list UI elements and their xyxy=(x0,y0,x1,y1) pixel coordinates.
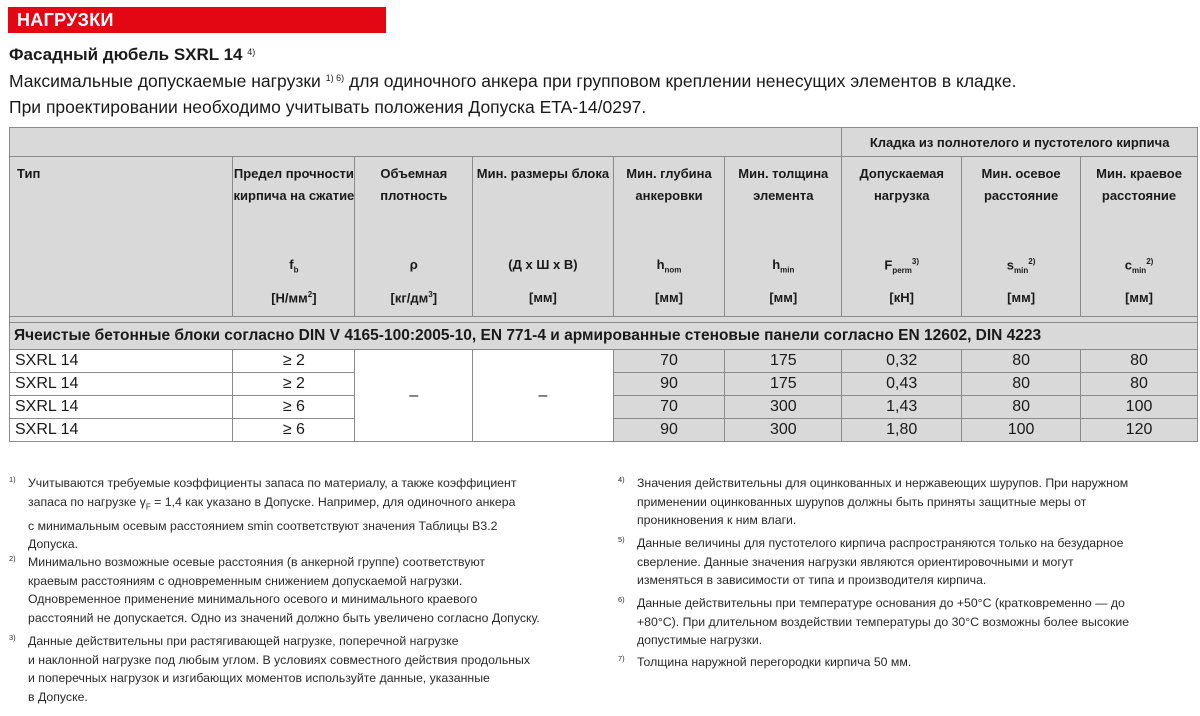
col-header-density xyxy=(355,157,473,317)
footnote-text: Данные действительны при температуре основания до +50°С (кратковременно — до +80°С). При длительном воздействии температуры до 30°С возможны более высокие допустимые нагрузки. xyxy=(637,596,1130,648)
col-symbol: $h_{min}$ xyxy=(772,257,795,275)
footnote-1 xyxy=(9,474,599,554)
cell-cmin: 120 xyxy=(1081,419,1198,442)
col-symbol: $c_{min}^{2)}$ xyxy=(1124,257,1154,275)
col-unit: [кН] xyxy=(889,290,914,305)
col-name: Мин. глубина анкеровки xyxy=(626,166,712,203)
subtitle-part-1: Максимальные допускаемые нагрузки xyxy=(9,71,321,91)
footnote-2 xyxy=(9,553,599,627)
cell-hmin: 300 xyxy=(725,396,842,419)
header-empty-cell xyxy=(10,128,842,157)
cell-fperm: 0,32 xyxy=(842,350,962,373)
subtitle-line-1 xyxy=(9,71,1016,92)
col-name: Мин. толщина элемента xyxy=(738,166,829,203)
cell-type: SXRL 14 xyxy=(10,350,233,373)
col-header-block-size xyxy=(473,157,613,317)
cell-smin: 80 xyxy=(962,350,1081,373)
footnote-text: Учитываются требуемые коэффициенты запаса по материалу, а также коэффициент запаса по нагрузке $\gamma_F = 1,4$ как указано в Допуске. Например, для одиночного анкера с минимальным осевым расстоянием smin соответствуют значения Таблицы B3.2 Допуска. xyxy=(28,476,517,552)
col-symbol: $s_{min}^{2)}$ xyxy=(1006,257,1036,275)
cell-smin: 80 xyxy=(962,396,1081,419)
col-name: Тип xyxy=(17,166,41,181)
title-footnote-ref: 4) xyxy=(247,47,256,57)
col-header-hnom xyxy=(613,157,725,317)
cell-hnom: 90 xyxy=(613,373,725,396)
cell-type: SXRL 14 xyxy=(10,373,233,396)
cell-cmin: 100 xyxy=(1081,396,1198,419)
cell-type: SXRL 14 xyxy=(10,419,233,442)
col-header-cmin xyxy=(1081,157,1198,317)
footnote-number: 2) xyxy=(9,554,16,563)
col-unit: [мм] xyxy=(528,290,557,305)
col-unit: [мм] xyxy=(1007,290,1036,305)
cell-fperm: 1,43 xyxy=(842,396,962,419)
table-header-group-row xyxy=(10,128,1198,157)
col-header-fb xyxy=(233,157,355,317)
col-symbol: $h_{nom}$ xyxy=(656,257,682,275)
col-name: Допускаемая нагрузка xyxy=(859,166,944,203)
cell-fb: ≥ 2 xyxy=(233,350,355,373)
footnote-6 xyxy=(618,594,1198,650)
product-title xyxy=(9,45,255,65)
col-header-type xyxy=(10,157,233,317)
col-name: Мин. осевое расстояние xyxy=(981,166,1061,203)
section-banner: НАГРУЗКИ xyxy=(8,7,386,33)
footnote-text: Толщина наружной перегородки кирпича 50 мм. xyxy=(637,655,912,669)
cell-hnom: 70 xyxy=(613,396,725,419)
footnote-text: Данные величины для пустотелого кирпича распространяются только на безударное сверление. Данные значения нагрузки являются ориентировочными и могут изменяться в зависимости от типа и производителя кирпича. xyxy=(637,536,1124,588)
col-unit: [мм] xyxy=(769,290,798,305)
col-name: Мин. краевое расстояние xyxy=(1096,166,1182,203)
footnote-5 xyxy=(618,534,1198,590)
cell-hmin: 300 xyxy=(725,419,842,442)
cell-hnom: 90 xyxy=(613,419,725,442)
load-table xyxy=(9,127,1198,442)
subtitle-footnote-ref: 1) 6) xyxy=(325,73,345,83)
col-symbol: $F_{perm}^{3)}$ xyxy=(884,257,920,275)
footnote-4 xyxy=(618,474,1198,530)
table-row xyxy=(10,350,1198,373)
footnote-text: Минимально возможные осевые расстояния (в анкерной группе) соответствуют краевым расстояниям с одновременным снижением допускаемой нагрузки. Одновременное применение минимального осевого и минимального краевого расстояний не допускается. Одно из значений должно быть увеличено согласно Допуску. xyxy=(28,555,540,625)
group-header: Кладка из полнотелого и пустотелого кирпича xyxy=(842,128,1198,157)
section-title: Ячеистые бетонные блоки согласно DIN V 4165-100:2005-10, EN 771-4 и армированные стеновые панели согласно EN 12602, DIN 4223 xyxy=(10,323,1198,350)
cell-density: – xyxy=(355,350,473,442)
footnote-text: Значения действительны для оцинкованных и нержавеющих шурупов. При наружном применении оцинкованных шурупов должны быть приняты защитные меры от проникновения к ним влаги. xyxy=(637,476,1129,528)
cell-block-size: – xyxy=(473,350,613,442)
footnote-number: 7) xyxy=(618,654,625,663)
footnote-3 xyxy=(9,632,599,706)
cell-fb: ≥ 2 xyxy=(233,373,355,396)
cell-hnom: 70 xyxy=(613,350,725,373)
cell-cmin: 80 xyxy=(1081,373,1198,396)
table-header-row xyxy=(10,157,1198,317)
col-unit: [мм] xyxy=(655,290,683,305)
col-symbol: ρ xyxy=(409,257,418,272)
col-symbol: $f_b$ xyxy=(289,257,299,275)
footnote-number: 4) xyxy=(618,475,625,484)
cell-smin: 80 xyxy=(962,373,1081,396)
col-unit: [мм] xyxy=(1125,290,1153,305)
col-name: Объемная плотность xyxy=(380,166,448,203)
col-name: Предел прочности кирпича на сжатие xyxy=(233,166,355,203)
section-row xyxy=(10,323,1198,350)
cell-fperm: 0,43 xyxy=(842,373,962,396)
footnote-7 xyxy=(618,653,1198,672)
col-unit: $[кг/дм^3]$ xyxy=(390,290,438,306)
cell-fperm: 1,80 xyxy=(842,419,962,442)
cell-type: SXRL 14 xyxy=(10,396,233,419)
cell-hmin: 175 xyxy=(725,373,842,396)
footnote-text: Данные действительны при растягивающей нагрузке, поперечной нагрузке и наклонной нагрузке под любым углом. В условиях совместного действия продольных и поперечных нагрузок и изгибающих моментов используйте данные, указанные в Допуске. xyxy=(28,634,530,704)
footnote-number: 3) xyxy=(9,633,16,642)
subtitle-part-2: для одиночного анкера при групповом креплении ненесущих элементов в кладке. xyxy=(349,71,1017,91)
cell-fb: ≥ 6 xyxy=(233,396,355,419)
col-header-smin xyxy=(962,157,1081,317)
cell-hmin: 175 xyxy=(725,350,842,373)
footnote-number: 6) xyxy=(618,595,625,604)
col-name: Мин. размеры блока xyxy=(476,166,610,181)
cell-cmin: 80 xyxy=(1081,350,1198,373)
product-title-text: Фасадный дюбель SXRL 14 xyxy=(9,45,243,64)
col-header-hmin xyxy=(725,157,842,317)
col-symbol: (Д x Ш x В) xyxy=(508,257,578,272)
cell-smin: 100 xyxy=(962,419,1081,442)
footnote-number: 1) xyxy=(9,475,16,484)
footnote-number: 5) xyxy=(618,535,625,544)
cell-fb: ≥ 6 xyxy=(233,419,355,442)
subtitle-line-2: При проектировании необходимо учитывать положения Допуска ETA-14/0297. xyxy=(9,97,647,117)
col-unit: $[Н/мм^2]$ xyxy=(271,290,317,306)
col-header-fperm xyxy=(842,157,962,317)
